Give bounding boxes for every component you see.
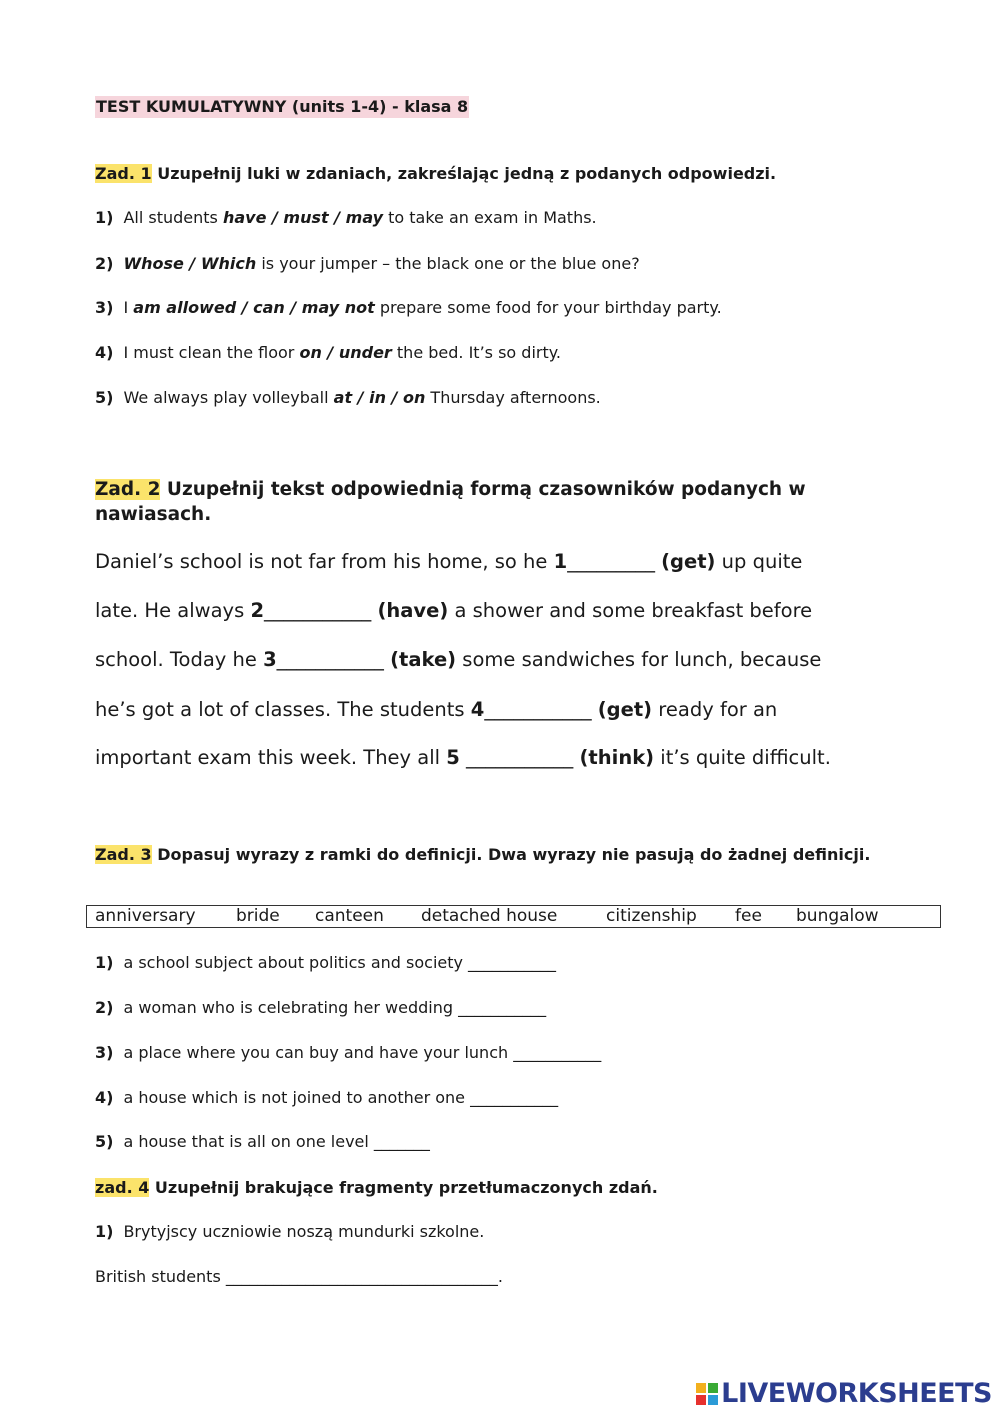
item-number: 2) (95, 254, 114, 273)
line-text: he’s got a lot of classes. The students (95, 698, 471, 721)
answer-options[interactable]: at / in / on (333, 388, 426, 407)
task1-item (95, 253, 640, 275)
gap-blank[interactable]: ___________ (276, 648, 391, 671)
gap-blank[interactable]: ___________ (484, 698, 598, 721)
task1-label: Zad. 1 (95, 164, 152, 183)
definition-text[interactable]: a place where you can buy and have your lunch ___________ (123, 1043, 602, 1062)
answer-options[interactable]: am allowed / can / may not (133, 298, 375, 317)
item-number: 3) (95, 1043, 114, 1062)
definition-text[interactable]: a woman who is celebrating her wedding ___________ (123, 998, 547, 1017)
item-number: 2) (95, 998, 114, 1017)
gap-verb: (get) (597, 698, 653, 721)
line-text: a shower and some breakfast before (448, 599, 813, 622)
task2-instruction: Uzupełnij tekst odpowiednią formą czasowników podanych w nawiasach. (95, 479, 806, 525)
item-text: All students (123, 208, 223, 227)
task4-label: zad. 4 (95, 1178, 150, 1197)
word-box-item: canteen (315, 906, 384, 926)
word-box (86, 905, 941, 928)
line-text: it’s quite difficult. (654, 746, 831, 769)
word-box-item: anniversary (95, 906, 196, 926)
task1-item (95, 342, 561, 364)
gap-verb: (get) (661, 550, 716, 573)
task4-item (95, 1221, 484, 1243)
item-text: prepare some food for your birthday party. (374, 298, 722, 317)
definition-text[interactable]: a school subject about politics and society ___________ (123, 953, 557, 972)
gap-blank[interactable]: ___________ (459, 746, 580, 769)
task2-line (95, 697, 777, 723)
item-text: is your jumper – the black one or the blue one? (256, 254, 640, 273)
gap-verb: (think) (579, 746, 655, 769)
item-number: 1) (95, 1222, 114, 1241)
gap-blank[interactable]: _________ (567, 550, 662, 573)
task3-instruction: Dopasuj wyrazy z ramki do definicji. Dwa wyrazy nie pasują do żadnej definicji. (151, 845, 871, 864)
gap-verb: (have) (377, 599, 449, 622)
word-box-item: citizenship (606, 906, 697, 926)
line-text: important exam this week. They all (95, 746, 447, 769)
liveworksheets-logo[interactable] (696, 1378, 992, 1409)
word-box-item: fee (735, 906, 762, 926)
task3-label: Zad. 3 (95, 845, 152, 864)
gap-number: 2 (250, 599, 265, 622)
word-box-item: bride (236, 906, 280, 926)
answer-options[interactable]: Whose / Which (123, 254, 257, 273)
task2-line (95, 549, 802, 575)
line-text: ready for an (652, 698, 778, 721)
item-number: 4) (95, 1088, 114, 1107)
task1-item (95, 387, 601, 409)
task3-heading (95, 844, 925, 866)
task3-item (95, 1131, 430, 1153)
word-box-item: detached house (421, 906, 558, 926)
task4-instruction: Uzupełnij brakujące fragmenty przetłumaczonych zdań. (149, 1178, 658, 1197)
task2-label: Zad. 2 (95, 479, 161, 500)
item-text: to take an exam in Maths. (383, 208, 597, 227)
task3-item (95, 1042, 601, 1064)
line-text: some sandwiches for lunch, because (456, 648, 822, 671)
task3-item (95, 952, 556, 974)
task1-item (95, 297, 722, 319)
task4-heading (95, 1177, 658, 1199)
task3-item (95, 997, 546, 1019)
logo-text: LIVEWORKSHEETS (721, 1378, 992, 1409)
definition-text[interactable]: a house that is all on one level _______ (123, 1132, 430, 1151)
task2-heading (95, 477, 895, 527)
item-number: 1) (95, 953, 114, 972)
gap-verb: (take) (390, 648, 457, 671)
logo-icon (696, 1383, 718, 1405)
task2-line (95, 745, 831, 771)
answer-options[interactable]: on / under (299, 343, 392, 362)
task1-instruction: Uzupełnij luki w zdaniach, zakreślając jedną z podanych odpowiedzi. (151, 164, 777, 183)
item-text: I must clean the floor (123, 343, 300, 362)
task1-heading (95, 163, 776, 185)
task3-item (95, 1087, 558, 1109)
answer-line[interactable]: British students __________________________________. (95, 1267, 503, 1286)
line-text: school. Today he (95, 648, 264, 671)
sentence-text: Brytyjscy uczniowie noszą mundurki szkolne. (123, 1222, 485, 1241)
item-text: I (123, 298, 134, 317)
item-number: 5) (95, 1132, 114, 1151)
word-box-item: bungalow (796, 906, 879, 926)
item-text: Thursday afternoons. (425, 388, 601, 407)
item-number: 3) (95, 298, 114, 317)
item-number: 4) (95, 343, 114, 362)
task2-line (95, 647, 821, 673)
line-text: late. He always (95, 599, 251, 622)
task1-item (95, 207, 597, 229)
definition-text[interactable]: a house which is not joined to another one ___________ (123, 1088, 559, 1107)
item-number: 1) (95, 208, 114, 227)
item-number: 5) (95, 388, 114, 407)
gap-number: 4 (470, 698, 485, 721)
task2-line (95, 598, 812, 624)
worksheet-title: TEST KUMULATYWNY (units 1-4) - klasa 8 (96, 97, 469, 116)
gap-number: 3 (263, 648, 277, 671)
gap-blank[interactable]: ___________ (264, 599, 378, 622)
line-text: Daniel’s school is not far from his home, so he (95, 550, 554, 573)
gap-number: 5 (446, 746, 460, 769)
gap-number: 1 (553, 550, 568, 573)
answer-options[interactable]: have / must / may (222, 208, 384, 227)
item-text: the bed. It’s so dirty. (391, 343, 562, 362)
line-text: up quite (715, 550, 803, 573)
item-text: We always play volleyball (123, 388, 334, 407)
